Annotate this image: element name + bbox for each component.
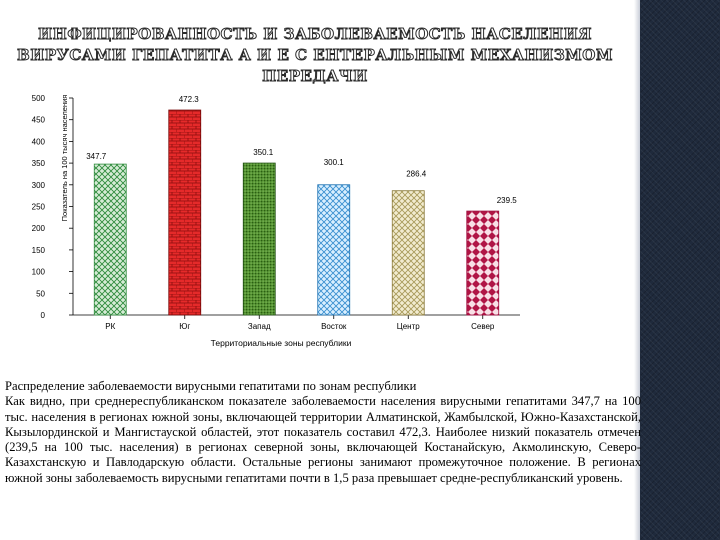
category-label: Юг [179,322,191,331]
bar-3 [318,185,350,315]
y-tick-label: 200 [31,224,45,234]
y-tick-label: 100 [31,267,45,277]
value-labels [86,95,517,205]
category-label: Восток [321,322,347,331]
y-tick-label: 350 [31,159,45,169]
category-label: Север [471,322,495,331]
description-body: Как видно, при среднереспубликанском показателе заболеваемости населения вирусными гепатитами 347,7 на 100 тыс. населения в регионах южной зоны, включающей территории Алматинской, Жамбылской, Южно-Казахстанской, Кызылординской и Мангистауской областей, этот показатель составил 472,3. Наиболее низкий показатель отмечен (239,5 на 100 тыс. населения) в регионах северной зоны, включающей Костанайскую, Акмолинскую, Северо-Казахстанскую и Павлодарскую области. Остальные регионы занимают промежуточное положение. В регионах южной зоны заболеваемость вирусными гепатитами почти в 1,5 раза превышает средне-республиканский уровень. [5,394,641,485]
value-label: 286.4 [406,169,427,179]
slide-title: ИНФИЦИРОВАННОСТЬ И ЗАБОЛЕВАЕМОСТЬ НАСЕЛЕНИЯ ВИРУСАМИ ГЕПАТИТА А И Е С ЕНТЕРАЛЬНЫМ МЕХАНИЗМОМ ПЕРЕДАЧИ [17,25,613,85]
value-label: 239.5 [496,196,517,206]
bars [94,110,499,315]
category-labels [105,322,495,331]
y-tick-label: 500 [31,94,45,103]
y-tick-label: 250 [31,202,45,212]
value-label: 472.3 [178,95,199,105]
decorative-sidebar [640,0,720,540]
category-label: Центр [396,322,420,331]
value-label: 350.1 [253,148,274,158]
x-axis [73,315,520,319]
category-label: РК [105,322,116,331]
value-label: 300.1 [323,157,344,167]
y-tick-label: 300 [31,180,45,190]
y-tick-label: 0 [40,311,45,320]
description [5,379,641,486]
y-tick-label: 150 [31,245,45,255]
y-tick-label: 450 [31,115,45,125]
x-axis-label: Территориальные зоны республики [210,338,352,348]
bar-4 [392,191,424,315]
description-caption: Распределение заболеваемости вирусными гепатитами по зонам республики [5,379,417,393]
category-label: Запад [247,322,271,331]
bar-1 [169,110,201,315]
bar-2 [243,163,275,315]
y-tick-label: 50 [36,289,45,299]
y-axis-label: Показатель на 100 тысяч населения [60,94,69,222]
bar-5 [467,211,499,315]
bar-0 [94,164,126,315]
value-label: 347.7 [86,152,107,162]
y-tick-label: 400 [31,137,45,147]
